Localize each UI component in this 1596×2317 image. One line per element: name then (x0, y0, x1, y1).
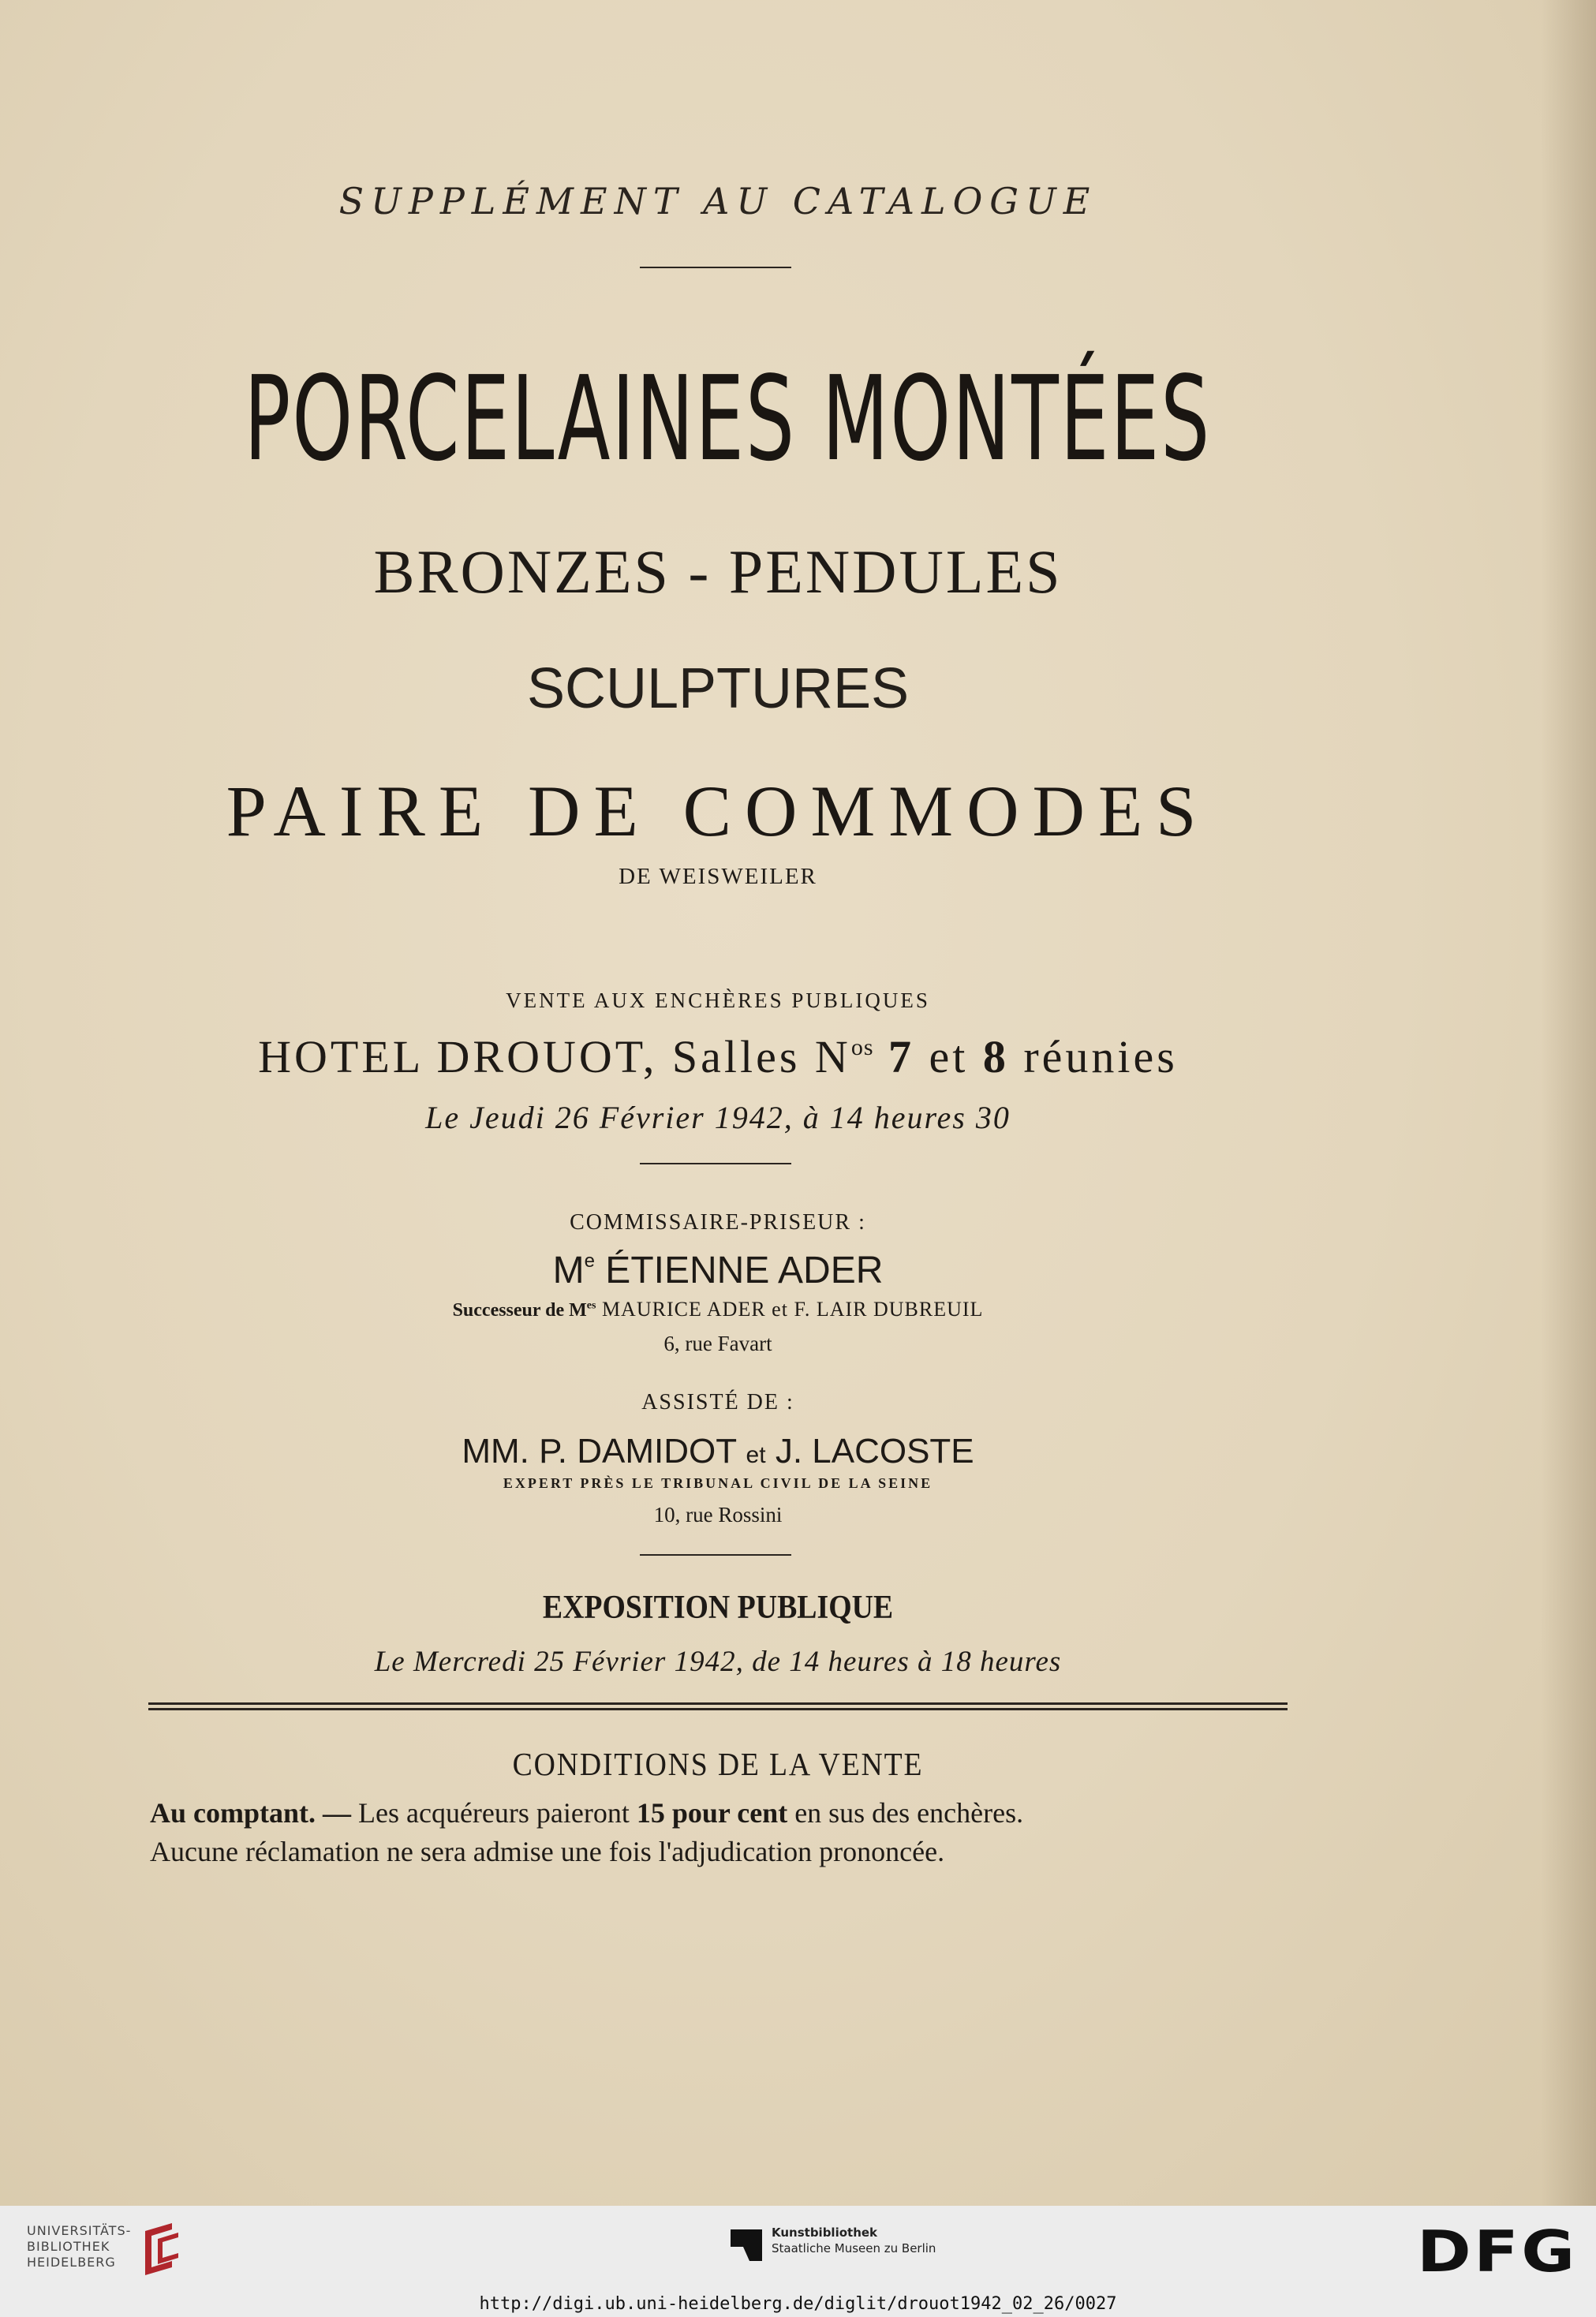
commissaire-fullname: ÉTIENNE ADER (605, 1250, 884, 1291)
source-url[interactable]: http://digi.ub.uni-heidelberg.de/diglit/drouot1942_02_26/0027 (479, 2294, 1117, 2314)
sale-venue (0, 1030, 1436, 1083)
room-1: 7 (888, 1031, 914, 1082)
experts-et: et (746, 1442, 766, 1468)
successor-line (0, 1298, 1436, 1321)
venue-et: et (929, 1031, 969, 1082)
expert-name-2: J. LACOSTE (775, 1432, 974, 1471)
kunstbibliothek-name (772, 2225, 936, 2256)
double-rule (148, 1702, 1288, 1710)
conditions-text-2: en sus des enchères. (794, 1797, 1024, 1829)
sale-date: Le Jeudi 26 Février 1942, à 14 heures 30 (425, 1100, 1011, 1135)
conditions-text-1: Les acquéreurs paieront (358, 1797, 630, 1829)
dfg-logo: DFG (1417, 2218, 1578, 2285)
heidelberg-library-name (27, 2223, 131, 2270)
digitization-footer (0, 2206, 1596, 2317)
exposition-date: Le Mercredi 25 Février 1942, de 14 heures à 18 heures (374, 1646, 1062, 1678)
uni-line-3: HEIDELBERG (27, 2255, 116, 2270)
heidelberg-logo-icon (140, 2220, 189, 2275)
commissaire-label: COMMISSAIRE-PRISEUR : (570, 1210, 866, 1235)
supplement-heading: SUPPLÉMENT AU CATALOGUE (338, 180, 1097, 222)
main-title: PORCELAINES MONTÉES (244, 351, 1212, 487)
subtitle-bronzes: BRONZES - PENDULES (373, 537, 1063, 606)
conditions-percent: 15 pour cent (636, 1797, 788, 1829)
divider-rule (640, 267, 791, 268)
experts-title: EXPERT PRÈS LE TRIBUNAL CIVIL DE LA SEINE (503, 1475, 933, 1491)
uni-line-2: BIBLIOTHEK (27, 2239, 110, 2254)
room-2: 8 (982, 1031, 1009, 1082)
kb-line-1: Kunstbibliothek (772, 2225, 878, 2240)
commissaire-address: 6, rue Favart (663, 1332, 772, 1355)
kunstbibliothek-logo-icon (731, 2229, 762, 2261)
successor-label: Successeur de M (452, 1300, 587, 1321)
conditions-title: CONDITIONS DE LA VENTE (512, 1746, 924, 1782)
conditions-text (150, 1794, 1302, 1871)
subtitle-commodes: PAIRE DE COMMODES (226, 771, 1210, 851)
subtitle-weisweiler: DE WEISWEILER (619, 864, 817, 889)
venue-prefix: HOTEL DROUOT, Salles N (258, 1031, 851, 1082)
experts-address: 10, rue Rossini (653, 1503, 783, 1527)
venue-sup: os (850, 1034, 874, 1060)
successor-sup: es (586, 1299, 596, 1312)
kb-line-2: Staatliche Museen zu Berlin (772, 2241, 936, 2255)
sale-label: VENTE AUX ENCHÈRES PUBLIQUES (506, 988, 930, 1012)
conditions-line-2: Aucune réclamation ne sera admise une fois l'adjudication prononcée. (150, 1836, 945, 1867)
commissaire-sup: e (584, 1250, 595, 1272)
expert-name-1: MM. P. DAMIDOT (462, 1432, 737, 1471)
conditions-line-1 (150, 1794, 1302, 1833)
experts-label: ASSISTÉ DE : (641, 1390, 794, 1414)
commissaire-prefix: M (552, 1250, 585, 1291)
uni-line-1: UNIVERSITÄTS- (27, 2223, 132, 2238)
conditions-lead: Au comptant. — (150, 1797, 352, 1829)
exposition-title: EXPOSITION PUBLIQUE (542, 1590, 894, 1626)
subtitle-sculptures: SCULPTURES (526, 657, 910, 720)
divider-rule (640, 1554, 791, 1556)
successor-names: MAURICE ADER et F. LAIR DUBREUIL (601, 1298, 984, 1321)
venue-suffix: réunies (1023, 1031, 1178, 1082)
experts-names (0, 1432, 1436, 1471)
divider-rule (640, 1163, 791, 1164)
commissaire-name (0, 1249, 1436, 1292)
